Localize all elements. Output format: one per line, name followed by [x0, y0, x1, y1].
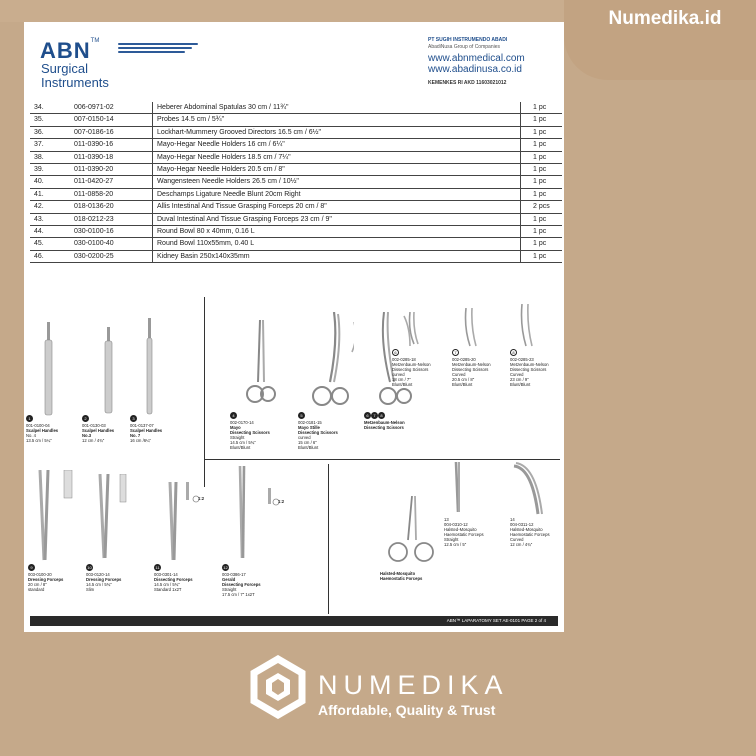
cell-desc: Allis Intestinal And Tissue Grasping Forceps 20 cm / 8" — [152, 201, 524, 213]
cell-code: 011-0390-18 — [74, 153, 114, 161]
cell-desc: Wangensteen Needle Holders 26.5 cm / 10½" — [152, 176, 524, 188]
item-size: 20.5 cm / 8" — [452, 377, 475, 382]
cell-desc: Heberer Abdominal Spatulas 30 cm / 11¾" — [152, 102, 524, 114]
license-number: KEMENKES RI AKD 11603021012 — [428, 80, 507, 86]
item-detail: 20 cm / 8" — [28, 582, 47, 587]
scalpel-handle-7-image — [144, 318, 156, 416]
cell-qty: 1 pc — [520, 164, 562, 176]
cell-no: 36. — [34, 128, 44, 136]
gerald-forceps-image — [236, 466, 292, 560]
item-code: 002-0285-23 — [510, 357, 534, 362]
item-name-2: Haemostatic Forceps — [380, 576, 423, 581]
table-row — [30, 226, 562, 238]
instrument-caption — [364, 412, 405, 430]
mosquito-tip-curved-image — [512, 462, 546, 516]
instrument-caption — [298, 412, 338, 450]
numedika-logo-icon — [246, 655, 310, 724]
metzenbaum-tip-18-image — [406, 312, 422, 346]
item-number-badge: 13 — [444, 517, 449, 522]
cell-code: 011-0390-16 — [74, 141, 114, 149]
dressing-forceps-20-image — [34, 470, 74, 562]
instrument-caption — [82, 415, 114, 443]
item-name: Mayo — [230, 425, 241, 430]
item-name-2: Haemostatic Forceps — [510, 532, 550, 537]
item-detail: Straight — [222, 587, 237, 592]
table-row — [30, 114, 562, 126]
instrument-caption — [452, 349, 491, 387]
item-code: 004-0311-12 — [510, 522, 534, 527]
item-size: 12 cm / 4¾" — [82, 438, 105, 443]
cell-desc: Mayo-Hegar Needle Holders 20.5 cm / 8" — [152, 164, 524, 176]
item-number-badge: 5 — [298, 412, 305, 419]
table-row — [30, 102, 562, 114]
item-detail: curved — [298, 435, 311, 440]
instrument-caption — [154, 564, 193, 592]
cell-no: 40. — [34, 178, 44, 186]
item-detail: No. 7 — [130, 433, 141, 438]
item-number-badge: 11 — [155, 565, 160, 570]
instrument-caption — [130, 415, 162, 443]
item-size: 12 cm / 4¾" — [510, 542, 533, 547]
item-code: 001-0137-07 — [130, 423, 154, 428]
item-detail: Straight — [230, 435, 245, 440]
brand-name: NUMEDIKA — [318, 670, 509, 700]
item-number-badge: 4 — [230, 412, 237, 419]
table-row — [30, 152, 562, 164]
cell-qty: 1 pc — [520, 214, 562, 226]
item-detail: Curved — [452, 372, 466, 377]
cell-no: 37. — [34, 141, 44, 149]
abn-logo-tm: TM — [90, 38, 100, 44]
table-row — [30, 164, 562, 176]
item-name: Metzenbaum-Nelson — [452, 362, 491, 367]
item-tip: Blunt/Blunt — [230, 445, 251, 450]
cell-qty: 1 pc — [520, 226, 562, 238]
item-name: Halsted-Mosquito — [380, 571, 416, 576]
cell-code: 030-0200-25 — [74, 252, 114, 260]
item-name-2: Dissecting Scissors — [392, 367, 429, 372]
catalog-page — [24, 22, 564, 632]
table-row — [30, 238, 562, 250]
cell-qty: 2 pcs — [520, 201, 562, 213]
page-footer: ABN™ LAPARATOMY SET AE-0101 PAGE 2 of 4 — [30, 616, 558, 626]
subtitle-line1: Surgical — [41, 61, 88, 76]
table-row — [30, 189, 562, 201]
item-size: Standard 1x2T — [154, 587, 182, 592]
item-detail: 14.5 cm / 5¾" — [154, 582, 180, 587]
cell-no: 38. — [34, 153, 44, 161]
cell-code: 018-0136-20 — [74, 203, 114, 211]
item-name-2: Dissecting Scissors — [230, 430, 270, 435]
item-name-2: Dissecting Scissors — [298, 430, 338, 435]
item-number-badge: 10 — [87, 565, 92, 570]
mosquito-tip-straight-image — [452, 462, 464, 514]
cell-desc: Duval Intestinal And Tissue Grasping Forceps 23 cm / 9" — [152, 214, 524, 226]
item-name-2: Dissecting Scissors — [364, 425, 404, 430]
table-row — [30, 176, 562, 188]
cell-qty: 1 pc — [520, 139, 562, 151]
item-size: 15 cm / 6" — [298, 440, 317, 445]
scalpel-handle-4-image — [42, 322, 56, 417]
cell-code: 011-0420-27 — [74, 178, 114, 186]
cell-desc: Probes 14.5 cm / 5¾" — [152, 114, 524, 126]
instrument-caption — [222, 564, 261, 597]
item-size: 12.5 cm / 5" — [444, 542, 467, 547]
cell-desc: Lockhart-Mummery Grooved Directors 16.5 cm / 6½" — [152, 127, 524, 139]
section-divider — [328, 464, 329, 614]
item-number-badge: 7 — [371, 412, 378, 419]
cell-code: 030-0100-40 — [74, 240, 114, 248]
abn-logo-stripes-icon — [118, 43, 198, 55]
cell-code: 018-0212-23 — [74, 215, 114, 223]
item-size: 17.5 cm / 7" 1x2T — [222, 592, 255, 597]
cell-desc: Mayo-Hegar Needle Holders 18.5 cm / 7¼" — [152, 152, 524, 164]
metzenbaum-tip-23-image — [518, 304, 538, 348]
item-number-badge: 8 — [378, 412, 385, 419]
item-size: 18 cm / 7" — [392, 377, 411, 382]
item-name-2: Dissecting Forceps — [222, 582, 261, 587]
cell-qty: 1 pc — [520, 189, 562, 201]
instrument-caption — [510, 517, 550, 547]
metzenbaum-tip-20-image — [462, 308, 482, 348]
item-number-badge: 14 — [510, 517, 515, 522]
teeth-label: 1:2 — [198, 496, 205, 501]
instrument-caption — [26, 415, 58, 443]
item-number-badge: 9 — [28, 564, 35, 571]
halsted-mosquito-forceps-image — [382, 496, 442, 568]
cell-code: 007-0186-16 — [74, 128, 114, 136]
item-name: Gerald — [222, 577, 236, 582]
scalpel-handle-3-image — [102, 327, 116, 415]
cell-no: 44. — [34, 227, 44, 235]
item-number-badge: 6 — [392, 349, 399, 356]
item-name: Dissecting Forceps — [154, 577, 193, 582]
cell-no: 34. — [34, 104, 44, 111]
item-code: 003-0100-20 — [28, 572, 52, 577]
cell-no: 39. — [34, 165, 44, 173]
item-code: 001-0100-04 — [26, 423, 50, 428]
table-row — [30, 127, 562, 139]
item-size: 16 cm /6¼" — [130, 438, 152, 443]
cell-code: 006-0971-02 — [74, 104, 114, 111]
item-name: Scalpel Handles — [26, 428, 59, 433]
item-number-badge: 2 — [82, 415, 89, 422]
instrument-caption — [510, 349, 549, 387]
item-code: 003-0386-17 — [222, 572, 246, 577]
item-detail: Straight — [444, 537, 459, 542]
item-name: Metzenbaum-Nelson — [392, 362, 431, 367]
item-tip: Blunt/Blunt — [298, 445, 319, 450]
item-code: 004-0310-12 — [444, 522, 468, 527]
item-detail: curved — [392, 372, 405, 377]
cell-no: 45. — [34, 240, 44, 248]
watermark-tag — [564, 0, 756, 80]
item-name: Halsted-Mosquito — [444, 527, 477, 532]
cell-desc: Mayo-Hegar Needle Holders 16 cm / 6¼" — [152, 139, 524, 151]
cell-no: 46. — [34, 252, 44, 260]
item-size: Slim — [86, 587, 95, 592]
item-name: Metzenbaum-Nelson — [510, 362, 549, 367]
item-name: Scalpel Handles — [82, 428, 115, 433]
table-row — [30, 251, 562, 263]
item-code: 002-0285-20 — [452, 357, 476, 362]
cell-no: 41. — [34, 190, 44, 198]
mayo-scissors-image — [246, 320, 276, 410]
item-number-badge: 7 — [452, 349, 459, 356]
cell-qty: 1 pc — [520, 238, 562, 250]
mayo-stille-scissors-image — [308, 312, 354, 410]
item-name: Metzenbaum-Nelson — [364, 420, 405, 425]
website-link-1[interactable]: www.abnmedical.com — [428, 53, 525, 64]
item-name-2: Dissecting Scissors — [510, 367, 547, 372]
item-size: standard — [28, 587, 45, 592]
cell-qty: 1 pc — [520, 251, 562, 263]
cell-qty: 1 pc — [520, 102, 562, 114]
cell-desc: Kidney Basin 250x140x35mm — [152, 251, 524, 263]
dissecting-forceps-14-image — [166, 482, 212, 562]
cell-code: 030-0100-16 — [74, 227, 114, 235]
item-table — [30, 102, 562, 263]
table-row — [30, 139, 562, 151]
item-name: Dressing Forceps — [28, 577, 64, 582]
item-code: 003-0301-14 — [154, 572, 178, 577]
item-number-badge: 6 — [364, 412, 371, 419]
company-name: PT SUGIH INSTRUMENDO ABADI — [428, 37, 508, 43]
item-size: 23 cm / 9" — [510, 377, 529, 382]
item-tip: Blunt/Blunt — [392, 382, 413, 387]
company-info — [428, 37, 525, 86]
item-name: Halsted-Mosquito — [510, 527, 543, 532]
watermark-text: Numedika.id — [608, 8, 722, 29]
item-number-badge: 12 — [223, 565, 228, 570]
cell-code: 011-0858-20 — [74, 190, 114, 198]
brand-tagline: Affordable, Quality & Trust — [318, 702, 496, 718]
instrument-caption — [28, 564, 63, 592]
item-number-badge: 1 — [26, 415, 33, 422]
cell-code: 011-0390-20 — [74, 165, 114, 173]
table-row — [30, 214, 562, 226]
item-name-2: Haemostatic Forceps — [444, 532, 484, 537]
cell-no: 35. — [34, 116, 44, 124]
instrument-caption — [86, 564, 121, 592]
cell-no: 43. — [34, 215, 44, 223]
cell-desc: Round Bowl 110x55mm, 0.40 L — [152, 238, 524, 250]
abn-logo-text: ABN — [40, 38, 91, 63]
cell-qty: 1 pc — [520, 152, 562, 164]
abn-subtitle — [41, 62, 109, 90]
item-code: 002-0181-15 — [298, 420, 322, 425]
instrument-caption — [444, 517, 484, 547]
cell-qty: 1 pc — [520, 127, 562, 139]
instrument-caption — [380, 571, 422, 581]
item-code: 002-0285-18 — [392, 357, 416, 362]
item-detail: Curved — [510, 372, 524, 377]
item-detail: 14.5 cm / 5¾" — [86, 582, 112, 587]
item-code: 001-0130-03 — [82, 423, 106, 428]
instrument-caption — [392, 349, 431, 387]
item-number-badge: 8 — [510, 349, 517, 356]
section-divider — [204, 459, 560, 460]
cell-desc: Deschamps Ligature Needle Blunt 20cm Right — [152, 189, 524, 201]
item-tip: Blunt/Blunt — [452, 382, 473, 387]
dressing-forceps-14-image — [96, 474, 132, 560]
website-link-2[interactable]: www.abadinusa.co.id — [428, 64, 522, 75]
item-code: 002-0170-14 — [230, 420, 254, 425]
item-number-badge: 3 — [130, 415, 137, 422]
item-detail: Curved — [510, 537, 524, 542]
item-name: Scalpel Handles — [130, 428, 163, 433]
cell-desc: Round Bowl 80 x 40mm, 0.16 L — [152, 226, 524, 238]
item-tip: Blunt/Blunt — [510, 382, 531, 387]
teeth-label: 1:2 — [278, 499, 285, 504]
item-detail: No.3 — [82, 433, 92, 438]
item-detail: No. 4 — [26, 433, 37, 438]
item-code: 003-0120-14 — [86, 572, 110, 577]
item-name-2: Dissecting Scissors — [452, 367, 489, 372]
cell-code: 007-0150-14 — [74, 116, 114, 124]
instrument-caption — [230, 412, 270, 450]
table-row — [30, 201, 562, 213]
item-name: Mayo Stille — [298, 425, 320, 430]
item-size: 13.5 cm / 5¼" — [26, 438, 52, 443]
cell-no: 42. — [34, 203, 44, 211]
item-name: Dressing Forceps — [86, 577, 122, 582]
subtitle-line2: Instruments — [41, 75, 109, 90]
item-size: 14.5 cm / 5¾" — [230, 440, 256, 445]
company-group: AbadiNusa Group of Companies — [428, 44, 500, 50]
cell-qty: 1 pc — [520, 176, 562, 188]
cell-qty: 1 pc — [520, 114, 562, 126]
